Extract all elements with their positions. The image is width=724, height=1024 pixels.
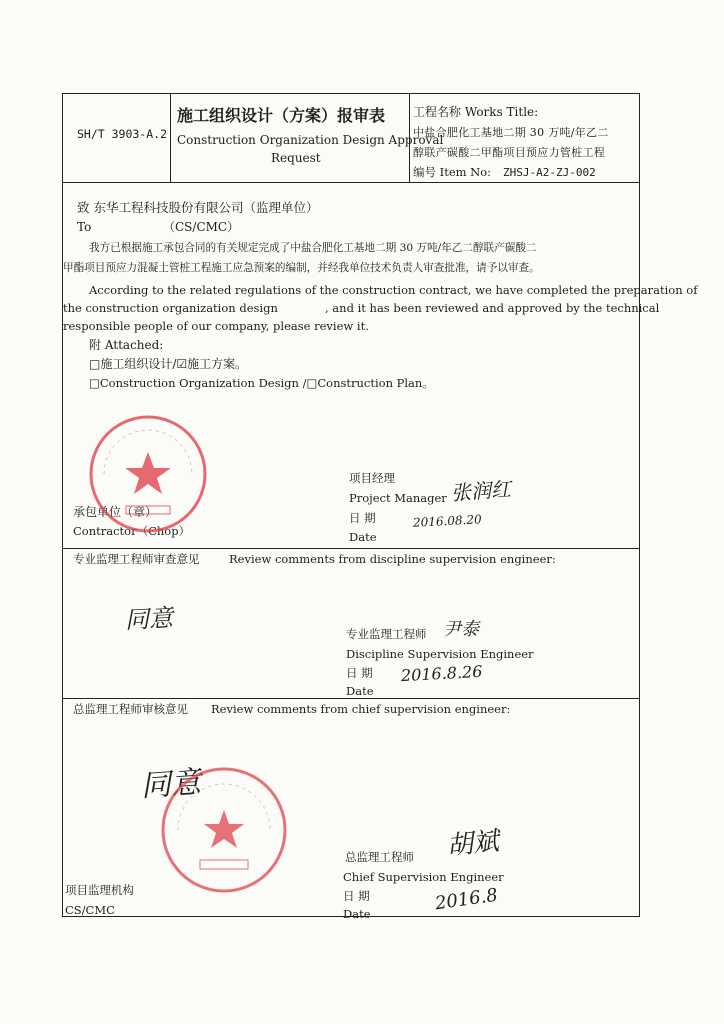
supervision-seal-stamp: [158, 764, 290, 896]
contractor-cn: 承包单位（章）: [73, 505, 158, 519]
item-no-label: 编号 Item No:: [413, 165, 492, 179]
section3-date-cn: 日 期: [343, 889, 370, 903]
section2-date-cn: 日 期: [346, 666, 373, 680]
chief-engineer-en: Chief Supervision Engineer: [343, 870, 504, 884]
discipline-engineer-signature: 尹泰: [443, 619, 479, 640]
form-title-cn: 施工组织设计（方案）报审表: [177, 106, 386, 125]
addressee-unit: （CS/CMC）: [163, 220, 240, 234]
body-en-line-2: the construction organization design: [63, 301, 278, 315]
item-no-value: ZHSJ-A2-ZJ-002: [503, 166, 596, 179]
supervision-org-cn: 项目监理机构: [65, 883, 134, 897]
section3-date-value: 2016.8: [433, 884, 500, 915]
project-manager-cn: 项目经理: [349, 471, 395, 485]
attachment-option-cn: □施工组织设计/☑施工方案。: [89, 357, 248, 371]
project-manager-signature: 张润红: [450, 476, 512, 506]
body-cn-line-2: 甲酯项目预应力混凝土管桩工程施工应急预案的编制，并经我单位技术负责人审查批准，请予以审查。: [63, 262, 540, 274]
section1-date-value: 2016.08.20: [412, 512, 482, 530]
chief-engineer-cn: 总监理工程师: [345, 850, 414, 864]
works-title-line-1: 中盐合肥化工基地二期 30 万吨/年乙二: [413, 126, 609, 139]
works-title-line-2: 醇联产碳酸二甲酯项目预应力管桩工程: [413, 146, 606, 159]
contractor-seal-svg: [86, 412, 210, 536]
discipline-engineer-en: Discipline Supervision Engineer: [346, 647, 534, 661]
section2-comment-handwritten: 同意: [124, 603, 174, 635]
section2-heading-cn: 专业监理工程师审查意见: [73, 552, 200, 566]
section1-date-cn: 日 期: [349, 511, 376, 525]
section3-comment-handwritten: 同意: [139, 764, 203, 805]
contractor-en: Contractor（Chop）: [73, 524, 191, 538]
body-en-line-1: According to the related regulations of the construction contract, we have completed the preparation of: [89, 283, 698, 297]
contractor-seal-stamp: [86, 412, 210, 536]
header-divider: [63, 182, 639, 183]
body-en-line-2b: , and it has been reviewed and approved by the technical: [325, 301, 660, 315]
chief-engineer-signature: 胡斌: [445, 826, 501, 862]
section2-heading-en: Review comments from discipline supervision engineer:: [229, 552, 556, 566]
section3-heading-en: Review comments from chief supervision engineer:: [211, 702, 511, 716]
form-code: SH/T 3903-A.2: [77, 127, 168, 141]
section1-date-en: Date: [349, 530, 377, 544]
works-title-label: 工程名称 Works Title:: [413, 105, 539, 119]
attachment-option-en: □Construction Organization Design /□Construction Plan。: [89, 376, 434, 390]
supervision-org-en: CS/CMC: [65, 903, 115, 917]
header-col-divider-1: [170, 94, 171, 182]
attached-label: 附 Attached:: [89, 338, 164, 352]
section2-date-en: Date: [346, 684, 374, 698]
section3-date-en: Date: [343, 907, 371, 921]
section2-date-value: 2016.8.26: [400, 661, 483, 686]
discipline-engineer-cn: 专业监理工程师: [346, 627, 427, 641]
form-title-en-1: Construction Organization Design Approval: [177, 133, 444, 147]
project-manager-en: Project Manager: [349, 491, 447, 505]
section3-heading-cn: 总监理工程师审核意见: [73, 702, 188, 716]
addressee-cn: 致 东华工程科技股份有限公司（监理单位）: [77, 200, 319, 215]
form-title-en-2: Request: [271, 151, 321, 165]
addressee-en-label: To: [77, 220, 92, 234]
body-cn-line-1: 我方已根据施工承包合同的有关规定完成了中盐合肥化工基地二期 30 万吨/年乙二醇联产碳酸二: [89, 242, 537, 254]
supervision-seal-svg: [158, 764, 290, 896]
body-en-line-3: responsible people of our company, please review it.: [63, 319, 369, 333]
section1-divider: [63, 548, 639, 549]
